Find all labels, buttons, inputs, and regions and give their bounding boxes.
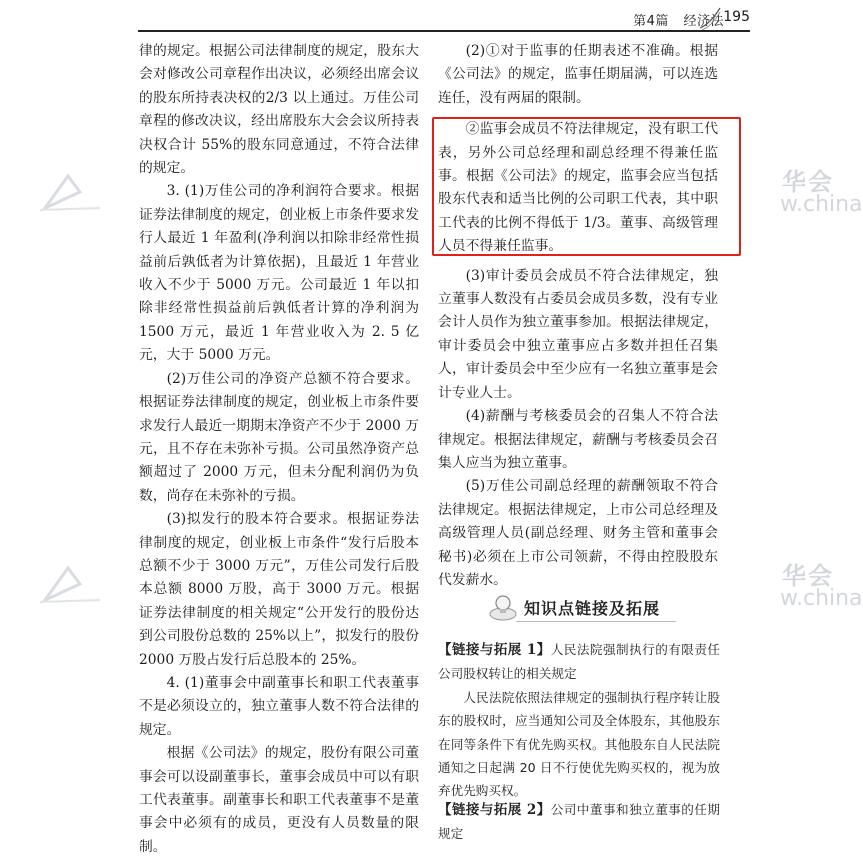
page-header: [138, 8, 750, 32]
paragraph: 律的规定。根据公司法律制度的规定，股东大会对修改公司章程作出决议，必须经出席会议的股东所持表决权的2/3 以上通过。万佳公司章程的修改决议，经出席股东大会会议所持表决权合计 55%的股东同意通过，不符合法律的规定。: [139, 43, 419, 177]
paragraph: (4)薪酬与考核委员会的召集人不符合法律规定。根据法律规定，薪酬与考核委员会召集人应当为独立董事。: [438, 408, 718, 471]
paragraph: 4. (1)董事会中副董事长和职工代表董事不是必须设立的，独立董事人数不符合法律的规定。: [139, 674, 419, 738]
watermark-text: w.china: [780, 586, 863, 611]
paragraph: (2)万佳公司的净资产总额不符合要求。根据证券法律制度的规定，创业板上市条件要求发行人最近一期期末净资产不少于 2000 万元，且不存在未弥补亏损。公司虽然净资产总额超过了 2000 万元，但未分配利润仍为负数，尚存在未弥补的亏损。: [139, 370, 419, 504]
paragraph: (2)①对于监事的任期表述不准确。根据《公司法》的规定，监事任期届满，可以连选连任，没有两届的限制。: [438, 43, 718, 106]
right-column: [438, 40, 718, 592]
watermark-logo-icon: [40, 564, 100, 604]
link-heading: 公司中董事和独立董事的任期规定: [438, 802, 721, 842]
paragraph: (3)拟发行的股本符合要求。根据证券法律制度的规定，创业板上市条件“发行后股本总额不少于 3000 万元”，万佳公司发行后股本总额 8000 万股，高于 3000 万元。根据证券法律制度的相关规定“公开发行的股份达到公司股份总数的 25%以上”，拟发行的股份 2000 万股占发行后总股本的 25%。: [139, 511, 419, 668]
link-body: 人民法院依照法律规定的强制执行程序转让股东的股权时，应当通知公司及全体股东，其他股东在同等条件下有优先购买权。其他股东自人民法院通知之日起满 20 日不行使优先购买权的，视为放弃优先购买权。: [438, 689, 720, 799]
banner-title: 知识点链接及拓展: [524, 599, 661, 618]
paragraph: (3)审计委员会成员不符合法律规定，独立董事人数没有占委员会成员多数，没有专业会计人员作为独立董事参加。根据法律规定，审计委员会中独立董事应占多数并担任召集人，审计委员会中至少应有一名独立董事是会计专业人士。: [438, 267, 718, 401]
watermark-text: 华会: [782, 562, 834, 590]
lightbulb-book-icon: [488, 592, 518, 622]
watermark-logo-icon: [40, 172, 100, 212]
paragraph: 3. (1)万佳公司的净利润符合要求。根据证券法律制度的规定，创业板上市条件要求发行人最近 1 年盈利(净利润以扣除非经常性损益前后孰低者为计算依据)，且最近 1 年营业收入不少于 5000 万元。公司最近 1 年以扣除非经常性损益前后孰低者计算的净利润为1500 万元，最近 1 年营业收入为 2. 5 亿元，大于 5000 万元。: [139, 183, 419, 364]
knowledge-banner: [488, 590, 678, 624]
paragraph: 根据《公司法》的规定，股份有限公司董事会可以设副董事长，董事会成员中可以有职工代表董事。副董事长和职工代表董事不是董事会中必须有的成员，更没有人员数量的限制。: [139, 745, 419, 855]
swoosh-icon: [698, 6, 722, 32]
page-number: 195: [723, 9, 750, 25]
highlighted-paragraph: ②监事会成员不符法律规定，没有职工代表，另外公司总经理和副总经理不得兼任监事。根据《公司法》的规定，监事会应当包括股东代表和适当比例的公司职工代表，其中职工代表的比例不得低于 1/3。董事、高级管理人员不得兼任监事。: [438, 121, 718, 255]
paragraph: (5)万佳公司副总经理的薪酬领取不符合法律规定。根据法律规定，上市公司总经理及高级管理人员(副总经理、财务主管和董事会秘书)必须在上市公司领薪，不得由控股股东代发薪水。: [438, 478, 718, 588]
section-label: 第4篇: [633, 14, 669, 29]
section-title: 经济法: [683, 14, 724, 29]
link-block-2: [438, 798, 720, 846]
banner-rule: [516, 621, 676, 622]
link-label: 【链接与拓展 1】: [438, 642, 551, 658]
watermark-text: w.china: [780, 192, 863, 217]
link-block-1: [438, 638, 720, 803]
watermark-text: 华会: [782, 168, 834, 196]
header-rule: [138, 30, 750, 32]
link-label: 【链接与拓展 2】: [438, 802, 551, 818]
link-heading: 人民法院强制执行的有限责任公司股权转让的相关规定: [438, 642, 721, 682]
left-column: [139, 40, 419, 859]
